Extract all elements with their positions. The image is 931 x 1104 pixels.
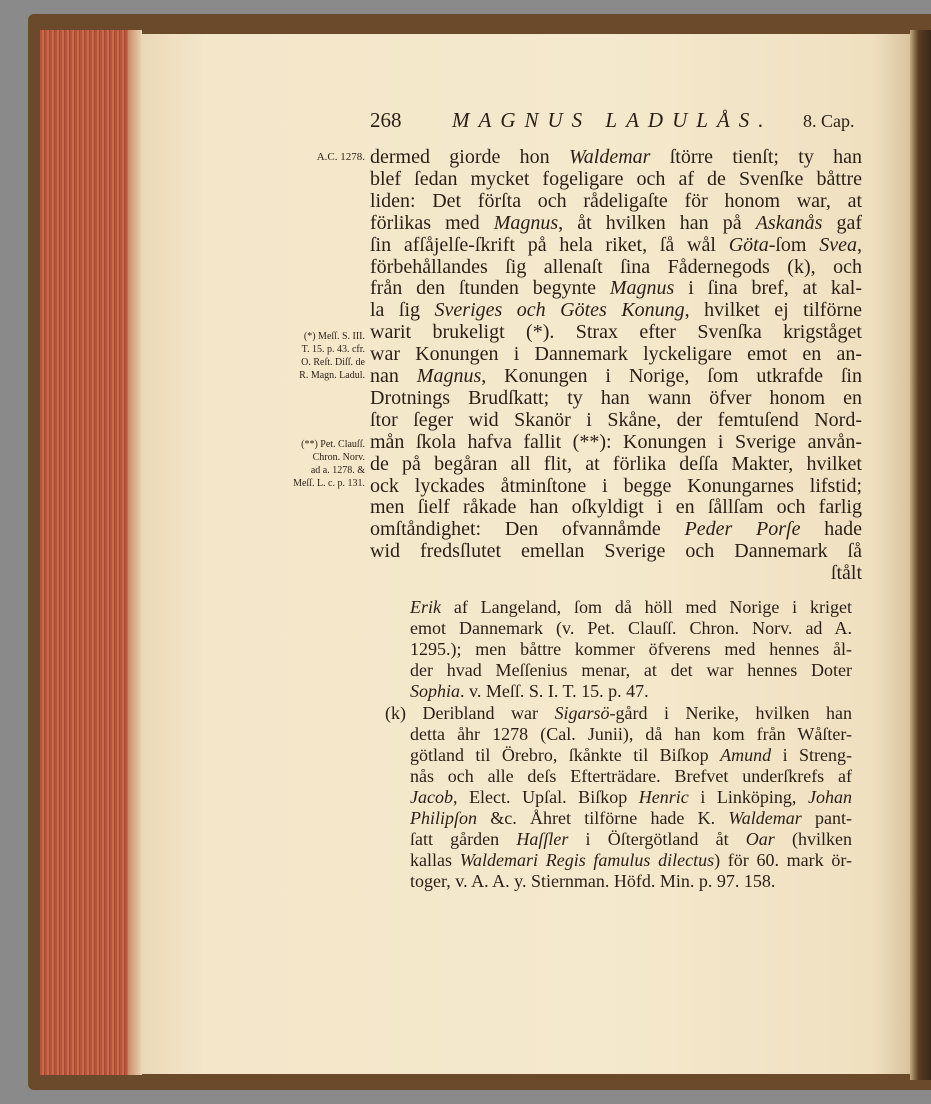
footnote-line [410, 745, 852, 766]
italic-text: Göta [728, 233, 769, 256]
text-segment: förlikas med [370, 211, 494, 234]
text-segment: i ſina bref, at kal- [674, 277, 862, 300]
text-segment: kallas [410, 850, 460, 871]
text-segment: ſtörre tienſt; ty han [650, 146, 862, 168]
footnote-line [410, 850, 852, 871]
text-segment: war Konungen i Dannemark lyckeligare emot en an- [370, 343, 862, 366]
footnote-line [410, 766, 852, 787]
text-segment: ock lyckades åtminſtone i begge Konungarnes lifstid; [370, 474, 862, 497]
text-segment: ſtålt [830, 562, 862, 585]
italic-text: Sveriges och Götes Konung [434, 299, 685, 322]
text-segment: dermed giorde hon [370, 146, 569, 168]
page-edges [40, 30, 142, 1075]
text-segment: toger, v. A. A. y. Stiernman. Höfd. Min. p. 97. 158. [410, 871, 776, 892]
text-segment: Drotnings Brudſkatt; ty han wann öfver honom en [370, 386, 862, 409]
text-segment: nan [370, 365, 417, 387]
text-segment: pant- [801, 808, 852, 828]
text-segment: , Elect. Upſal. Biſkop [452, 786, 639, 807]
italic-text: Philipſon [410, 808, 477, 828]
text-segment: förbehållandes ſig allenaſt ſina Fådernegods (k), och [370, 255, 862, 278]
text-line [370, 518, 862, 540]
footnote-line [410, 681, 852, 702]
text-line [370, 496, 862, 518]
running-title: MAGNUS LADULÅS. [452, 108, 773, 132]
text-segment: ſin afſåjelſe-ſkrift på hela riket, ſå wål [370, 233, 729, 256]
text-segment: &c. Åhret tilförne hade K. [477, 808, 729, 828]
text-segment: götland til Örebro, ſkånkte til Biſkop [410, 744, 721, 765]
text-line [370, 168, 862, 190]
margin-note: R. Magn. Ladul. [299, 370, 365, 381]
italic-text: Magnus [416, 365, 482, 387]
italic-text: Waldemari Regis famulus dilectus [459, 850, 715, 871]
text-line [370, 453, 862, 475]
text-segment: ) för 60. mark ör- [714, 850, 852, 871]
text-line [370, 212, 862, 234]
margin-note: A.C. 1278. [316, 151, 365, 163]
text-line [370, 146, 862, 168]
text-line [370, 365, 862, 387]
text-line [370, 343, 862, 365]
text-segment: mån ſkola hafva fallit (**): Konungen i Sverige anvån- [370, 430, 862, 453]
page-number: 268 [370, 108, 402, 132]
italic-text: Askanås [755, 211, 823, 234]
text-segment: , [857, 233, 862, 256]
text-segment: 1295.); men båttre kommer öfverens med hennes ål- [410, 639, 852, 660]
italic-text: Peder Porſe [684, 518, 801, 541]
italic-text: Haſſler [516, 829, 569, 850]
text-line [370, 431, 862, 453]
text-segment: de på begåran all flit, at förlika deſſa Makter, hvilket [370, 452, 862, 475]
margin-note: Meſſ. L. c. p. 131. [293, 478, 365, 489]
text-segment: i Streng- [771, 744, 852, 765]
text-line [370, 387, 862, 409]
italic-text: Johan [808, 786, 852, 807]
text-segment: af Langeland, ſom då höll med Norige i kriget [441, 597, 852, 617]
text-segment: i Öſtergötland åt [568, 829, 746, 850]
italic-text: Magnus [609, 277, 675, 300]
italic-text: Henric [638, 786, 689, 807]
text-line [370, 475, 862, 497]
footnote-line [410, 808, 852, 829]
text-segment: (k) Deribland war [385, 702, 555, 723]
margin-note: ad a. 1278. & [310, 465, 365, 476]
italic-text: Waldemar [728, 808, 802, 828]
text-segment: , hvilket ej tilförne [684, 299, 863, 322]
text-line [370, 234, 862, 256]
text-segment: . v. Meſſ. S. I. T. 15. p. 47. [460, 681, 649, 702]
footnote-line [410, 618, 852, 639]
footnote-line [410, 724, 852, 745]
italic-text: Sigarsö [554, 702, 610, 723]
margin-note: O. Reſt. Diſſ. de [301, 357, 365, 368]
text-segment: , åt hvilken han på [558, 211, 756, 234]
footnote-line [410, 787, 852, 808]
text-segment: emot Dannemark (v. Pet. Clauſſ. Chron. Norv. ad A. [410, 618, 852, 639]
text-segment: i Linköping, [688, 786, 808, 807]
text-segment: ſatt gården [410, 829, 517, 850]
text-line [370, 409, 862, 431]
text-line [370, 540, 862, 562]
margin-note: (*) Meſſ. S. III. [303, 331, 365, 342]
text-segment: -ſom [768, 233, 820, 256]
text-segment: blef ſedan mycket fogeligare och af de Svenſke båttre [370, 167, 862, 190]
text-line [370, 277, 862, 299]
text-segment: omſtåndighet: Den ofvannåmde [370, 518, 685, 541]
text-line [370, 256, 862, 278]
italic-text: Waldemar [568, 146, 651, 168]
text-segment: detta åhr 1278 (Cal. Junii), då han kom från Wåſter- [410, 723, 852, 744]
italic-text: Oar [745, 829, 775, 850]
text-line [370, 190, 862, 212]
italic-text: Erik [410, 597, 441, 617]
text-segment: nås och alle deſs Efterträdare. Brefvet underſkrefs af [410, 765, 852, 786]
text-line [370, 562, 862, 584]
text-segment: från den ſtunden begynte [370, 277, 610, 300]
text-segment: men ſielf råkade han oſkyldigt i en ſållſam och farlig [370, 496, 862, 519]
italic-text: Amund [720, 744, 772, 765]
text-line [370, 321, 862, 343]
footnote-line [410, 597, 852, 618]
italic-text: Jacob [410, 786, 453, 807]
text-segment: wid fredsſlutet emellan Sverige och Dannemark ſå [370, 540, 862, 563]
footnote-line [410, 639, 852, 660]
italic-text: Magnus [493, 211, 559, 234]
facing-page-edge [910, 30, 931, 1080]
margin-note: Chron. Norv. [312, 452, 365, 463]
text-segment: -gård i Nerike, hvilken han [609, 702, 853, 723]
page-gutter [128, 30, 142, 1075]
text-segment: ſtor ſeger wid Skanör i Skåne, der femtuſend Nord- [370, 408, 862, 431]
text-segment: la ſig [370, 299, 435, 322]
italic-text: Svea [819, 233, 857, 256]
italic-text: Sophia [410, 681, 461, 702]
text-segment: hade [800, 518, 862, 541]
margin-note: (**) Pet. Clauſſ. [301, 439, 365, 450]
chapter-label: 8. Cap. [803, 111, 855, 131]
footnote-line [410, 660, 852, 681]
text-segment: liden: Det förſta och rådeligaſte för honom war, at [370, 189, 862, 212]
text-line [370, 299, 862, 321]
footnote-line [385, 703, 852, 724]
text-segment: , Konungen i Norige, ſom utkrafde ſin [481, 365, 862, 387]
footnote-line [410, 871, 852, 892]
text-segment: warit brukeligt (*). Strax efter Svenſka krigståget [370, 321, 862, 344]
text-segment: gaf [822, 211, 862, 234]
footnote-line [410, 829, 852, 850]
margin-note: T. 15. p. 43. cfr. [301, 344, 365, 355]
text-segment: (hvilken [774, 829, 852, 850]
text-segment: der hvad Meſſenius menar, at det war hennes Doter [410, 660, 852, 681]
